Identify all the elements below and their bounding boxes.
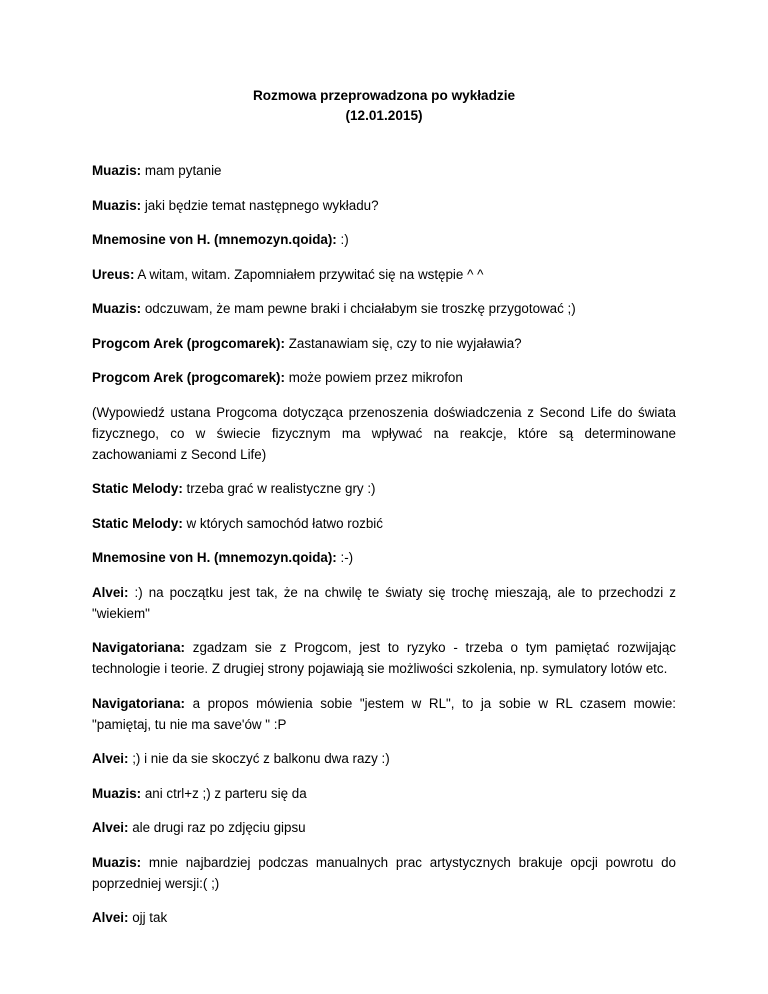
speaker-name: Ureus: bbox=[92, 266, 135, 282]
speaker-name: Alvei: bbox=[92, 820, 129, 835]
message-text: A witam, witam. Zapomniałem przywitać się na wstępie ^ ^ bbox=[134, 266, 484, 282]
message-text: a propos mówienia sobie "jestem w RL", to ja sobie w RL czasem mowie: "pamiętaj, tu nie ma save'ów " :P bbox=[92, 695, 676, 732]
chat-message bbox=[92, 817, 676, 838]
message-text: (Wypowiedź ustana Progcoma dotycząca przenoszenia doświadczenia z Second Life do świata fizycznego, co w świecie fizycznym ma wpływać na reakcje, które są determinowane zachowaniami z Second Life) bbox=[92, 404, 676, 462]
chat-message bbox=[92, 229, 676, 250]
speaker-name: Muazis: bbox=[92, 197, 142, 213]
chat-message bbox=[92, 298, 676, 319]
title-line-1: Rozmowa przeprowadzona po wykładzie bbox=[252, 88, 516, 103]
message-text: w których samochód łatwo rozbić bbox=[182, 515, 383, 531]
chat-message bbox=[92, 367, 676, 388]
speaker-name: Muazis: bbox=[92, 301, 142, 316]
message-text: ojj tak bbox=[128, 910, 168, 925]
chat-message bbox=[92, 582, 676, 624]
speaker-name: Muazis: bbox=[92, 854, 142, 870]
chat-message bbox=[92, 478, 676, 499]
narration-paragraph bbox=[92, 402, 676, 465]
speaker-name: Progcom Arek (progcomarek): bbox=[92, 370, 285, 385]
message-text: mnie najbardziej podczas manualnych prac artystycznych brakuje opcji powrotu do poprzedniej wersji:( ;) bbox=[92, 854, 676, 891]
message-text: ale drugi raz po zdjęciu gipsu bbox=[128, 820, 306, 835]
speaker-name: Muazis: bbox=[92, 785, 142, 801]
chat-message bbox=[92, 264, 676, 285]
chat-message bbox=[92, 693, 676, 735]
speaker-name: Mnemosine von H. (mnemozyn.qoida): bbox=[92, 232, 337, 247]
message-text: Zastanawiam się, czy to nie wyjaławia? bbox=[284, 335, 522, 351]
chat-message bbox=[92, 160, 676, 181]
message-text: :) bbox=[336, 232, 349, 247]
chat-message bbox=[92, 513, 676, 534]
speaker-name: Navigatoriana: bbox=[92, 695, 186, 711]
speaker-name: Static Melody: bbox=[92, 515, 183, 531]
speaker-name: Static Melody: bbox=[92, 481, 183, 496]
message-text: :-) bbox=[336, 550, 354, 565]
speaker-name: Mnemosine von H. (mnemozyn.qoida): bbox=[92, 550, 337, 565]
document-title bbox=[92, 86, 676, 126]
speaker-name: Progcom Arek (progcomarek): bbox=[92, 335, 285, 351]
chat-message bbox=[92, 783, 676, 804]
speaker-name: Muazis: bbox=[92, 163, 142, 178]
message-text: odczuwam, że mam pewne braki i chciałabym sie troszkę przygotować ;) bbox=[141, 301, 576, 316]
message-text: mam pytanie bbox=[141, 163, 222, 178]
speaker-name: Alvei: bbox=[92, 584, 129, 600]
chat-message bbox=[92, 195, 676, 216]
message-text: ani ctrl+z ;) z parteru się da bbox=[141, 785, 307, 801]
speaker-name: Alvei: bbox=[92, 910, 129, 925]
speaker-name: Navigatoriana: bbox=[92, 640, 186, 655]
chat-message bbox=[92, 637, 676, 679]
chat-message bbox=[92, 907, 676, 928]
message-text: ;) i nie da sie skoczyć z balkonu dwa razy :) bbox=[128, 751, 390, 766]
message-text: zgadzam sie z Progcom, jest to ryzyko - trzeba o tym pamiętać rozwijając technologie i teorie. Z drugiej strony pojawiają sie możliwości szkolenia, np. symulatory lotów etc. bbox=[92, 640, 676, 676]
message-text: trzeba grać w realistyczne gry :) bbox=[182, 481, 376, 496]
transcript bbox=[92, 160, 676, 928]
chat-message bbox=[92, 852, 676, 894]
message-text: :) na początku jest tak, że na chwilę te światy się trochę mieszają, ale to przechodzi z "wiekiem" bbox=[92, 584, 676, 621]
speaker-name: Alvei: bbox=[92, 751, 129, 766]
message-text: jaki będzie temat następnego wykładu? bbox=[141, 197, 379, 213]
chat-message bbox=[92, 333, 676, 354]
message-text: może powiem przez mikrofon bbox=[284, 370, 463, 385]
chat-message bbox=[92, 547, 676, 568]
chat-message bbox=[92, 748, 676, 769]
title-line-2: (12.01.2015) bbox=[345, 108, 423, 123]
